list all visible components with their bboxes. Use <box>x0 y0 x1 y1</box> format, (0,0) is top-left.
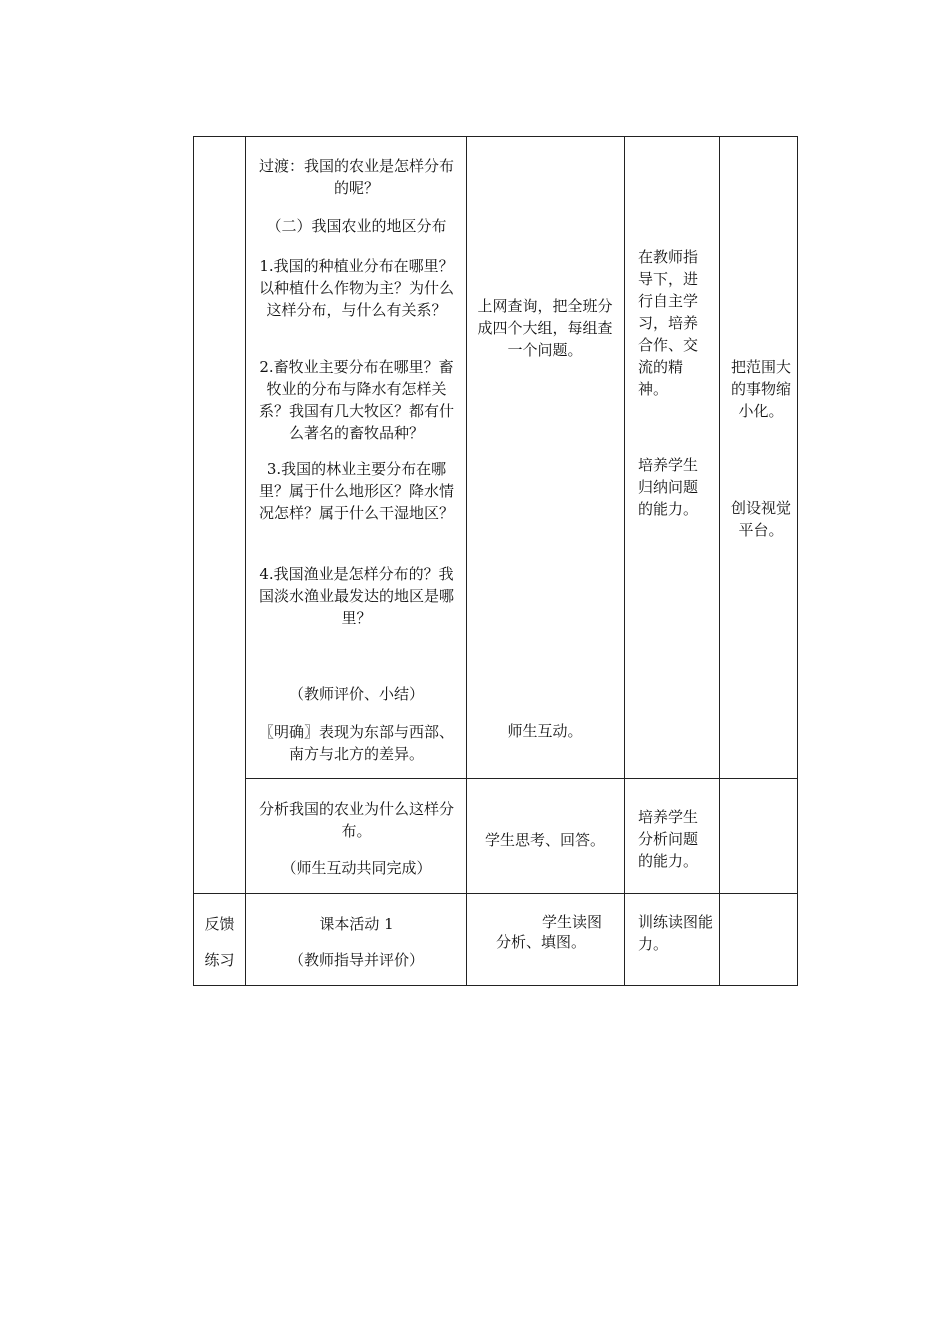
activity-text: 学生读图 <box>542 913 603 931</box>
notes-text: 把范围大的事物缩小化。 <box>731 358 792 420</box>
content-text: （师生互动共同完成） <box>281 859 432 877</box>
table-border-bottom <box>193 985 798 986</box>
content-text: （教师指导并评价） <box>288 951 424 969</box>
content-question: 2.畜牧业主要分布在哪里？畜牧业的分布与降水有怎样关系？我国有几大牧区？都有什么著名的畜牧品种？ <box>258 358 454 442</box>
content-heading: （二）我国农业的地区分布 <box>266 217 447 235</box>
content-text: 过渡：我国的农业是怎样分布的呢？ <box>258 157 454 197</box>
table-border-top <box>193 136 798 137</box>
content-question: 4.我国渔业是怎样分布的？我国淡水渔业最发达的地区是哪里？ <box>258 565 454 627</box>
column-divider <box>245 136 246 986</box>
notes-text: 创设视觉平台。 <box>731 499 792 539</box>
column-divider <box>624 136 625 986</box>
activity-text: 上网查询，把全班分成四个大组，每组查一个问题。 <box>477 297 613 359</box>
activity-text: 分析、填图。 <box>496 933 587 951</box>
intent-text: 在教师指导下，进行自主学习，培养合作、交流的精神。 <box>638 248 699 398</box>
section-label: 反馈 <box>204 915 235 933</box>
content-text: 课本活动 1 <box>319 915 394 933</box>
content-question: 1.我国的种植业分布在哪里？以种植什么作物为主？为什么这样分布，与什么有关系？ <box>258 257 454 319</box>
intent-text: 培养学生分析问题的能力。 <box>638 808 699 870</box>
activity-text: 师生互动。 <box>507 722 583 740</box>
section-label: 练习 <box>204 951 235 969</box>
column-divider <box>719 136 720 986</box>
intent-text: 培养学生归纳问题的能力。 <box>638 456 699 518</box>
content-text: （教师评价、小结） <box>288 685 424 703</box>
row-divider <box>245 778 798 779</box>
activity-text: 学生思考、回答。 <box>484 831 605 849</box>
intent-text: 训练读图能力。 <box>638 913 714 953</box>
content-text: 分析我国的农业为什么这样分布。 <box>258 800 454 840</box>
content-text: 〖明确〗表现为东部与西部、南方与北方的差异。 <box>258 723 454 763</box>
row-divider <box>193 893 798 894</box>
column-divider <box>466 136 467 986</box>
content-question: 3.我国的林业主要分布在哪里？属于什么地形区？降水情况怎样？属于什么干湿地区？ <box>258 460 454 522</box>
table-border-right <box>797 136 798 986</box>
column-divider <box>193 136 194 986</box>
